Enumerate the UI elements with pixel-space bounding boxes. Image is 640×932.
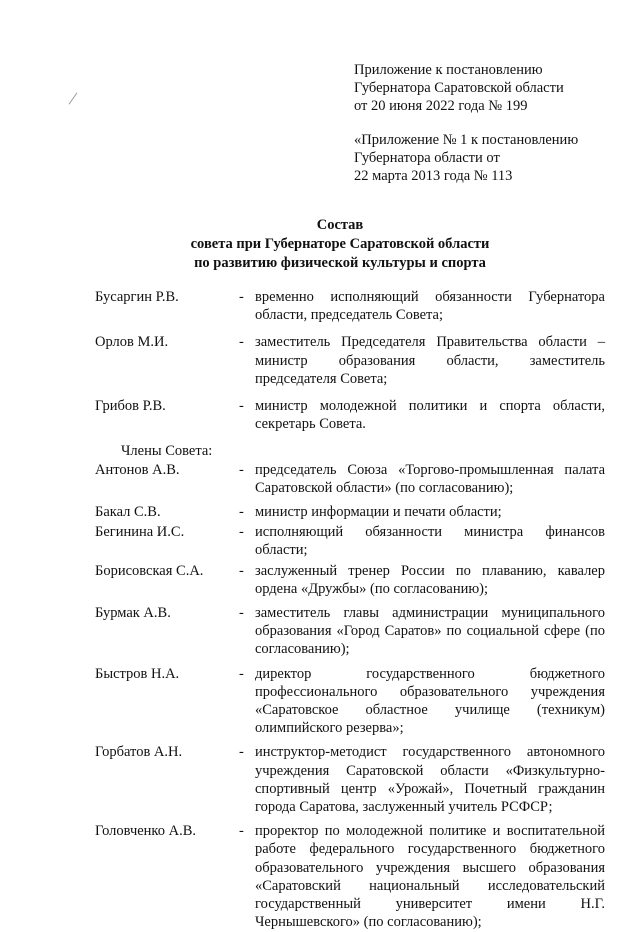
entry-dash: - (239, 524, 244, 541)
member-name: Бакал С.В. (95, 504, 161, 521)
member-role: министр информации и печати области; (255, 504, 502, 521)
member-entry (95, 562, 605, 598)
member-role: заместитель главы администрации муниципального образования «Город Саратов» по социальной сфере (по согласованию); (255, 605, 605, 658)
member-name: Бурмак А.В. (95, 605, 171, 622)
member-name: Бусаргин Р.В. (95, 289, 179, 305)
member-role: председатель Союза «Торгово-промышленная палата Саратовской области» (по согласованию); (255, 461, 605, 496)
leadership-entry (95, 288, 605, 324)
member-role: временно исполняющий обязанности Губернатора области, председатель Совета; (255, 289, 605, 324)
member-role: заместитель Председателя Правительства области – министр образования области, заместитель председателя Совета; (255, 334, 605, 387)
entry-dash: - (239, 665, 244, 682)
member-entry (95, 604, 605, 659)
member-name: Грибов Р.В. (95, 398, 166, 415)
member-name: Борисовская С.А. (95, 562, 204, 579)
entry-dash: - (239, 334, 244, 351)
entry-dash: - (239, 744, 244, 761)
member-entry (95, 822, 605, 931)
original-appendix-line: «Приложение № 1 к постановлению (354, 132, 579, 148)
entry-dash: - (239, 562, 244, 579)
entry-dash: - (239, 605, 244, 622)
document-title (0, 216, 640, 273)
member-name: Быстров Н.А. (95, 665, 180, 682)
appendix-header (354, 61, 624, 115)
entry-dash: - (239, 398, 244, 415)
title-line: по развитию физической культуры и спорта (194, 255, 486, 271)
members-label: Члены Совета: (121, 443, 213, 460)
entry-dash: - (239, 461, 244, 478)
appendix-line: от 20 июня 2022 года № 199 (354, 98, 528, 114)
member-role: заслуженный тренер России по плаванию, кавалер ордена «Дружбы» (по согласованию); (255, 562, 605, 597)
member-entry (95, 523, 605, 559)
member-role: исполняющий обязанности министра финансов области; (255, 524, 605, 559)
member-role: министр молодежной политики и спорта области, секретарь Совета. (255, 398, 605, 433)
member-entry (95, 503, 605, 521)
member-name: Орлов М.И. (95, 334, 169, 351)
scan-mark (69, 92, 78, 104)
member-name: Головченко А.В. (95, 823, 197, 840)
title-line: совета при Губернаторе Саратовской области (190, 236, 490, 252)
member-name: Горбатов А.Н. (95, 744, 183, 761)
member-entry (95, 461, 605, 497)
entry-dash: - (239, 289, 244, 305)
original-appendix-line: 22 марта 2013 года № 113 (354, 168, 513, 184)
member-role: проректор по молодежной политике и воспитательной работе федерального государственного бюджетного образовательного учреждения высшего образования «Саратовский национальный исследовательский государственный университет имени Н.Г. Чернышевского» (по согласованию); (255, 823, 605, 931)
member-name: Бегинина И.С. (95, 524, 185, 541)
appendix-line: Губернатора Саратовской области (354, 80, 564, 96)
entry-dash: - (239, 504, 244, 521)
entry-dash: - (239, 823, 244, 840)
leadership-entry (95, 333, 605, 388)
member-name: Антонов А.В. (95, 461, 180, 478)
council-composition-list (95, 288, 605, 932)
member-entry (95, 665, 605, 738)
original-appendix-line: Губернатора области от (354, 150, 500, 166)
member-role: инструктор-методист государственного автономного учреждения Саратовской области «Физкультурно-спортивный центр «Урожай», Почетный гражданин города Саратова, заслуженный учитель РСФСР; (255, 744, 605, 816)
member-role: директор государственного бюджетного профессионального образовательного учреждения «Саратовское областное училище (техникум) олимпийского резерва»; (255, 665, 605, 737)
leadership-entry (95, 397, 605, 433)
original-appendix-header (354, 131, 624, 185)
title-line: Состав (316, 217, 364, 233)
appendix-line: Приложение к постановлению (354, 62, 543, 78)
member-entry (95, 743, 605, 816)
